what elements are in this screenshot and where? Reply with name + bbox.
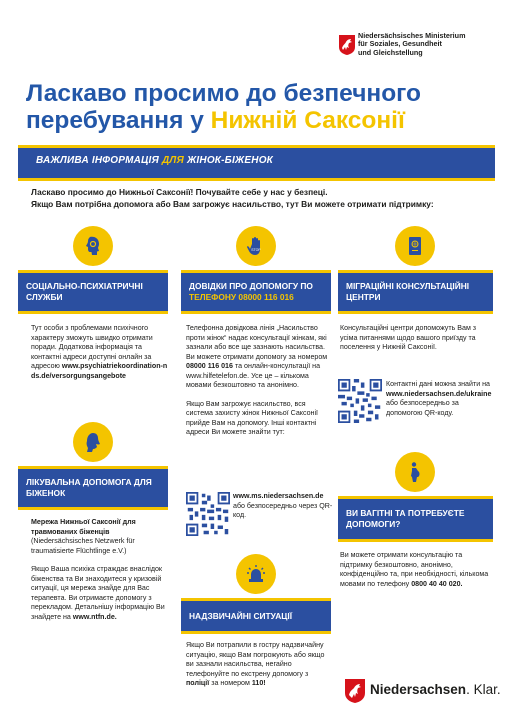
pregnant-card-body: Ви можете отримати консультацію та підтримку безкоштовно, анонімно, конфіденційно та, при необхідності, кількома мовами по телефону 0800 40 40 020. — [340, 551, 489, 588]
ntfn-link[interactable]: www.ntfn.de. — [72, 612, 117, 621]
page-title: Ласкаво просимо до безпечного перебування у Нижній Саксонії — [26, 80, 422, 134]
niedersachsen-ukraine-qr-code[interactable] — [338, 379, 382, 423]
psych-card-heading: СОЦІАЛЬНО-ПСИХІАТРИЧНІ СЛУЖБИ — [18, 273, 168, 311]
emergency-card — [181, 554, 331, 644]
psych-card-body: Тут особи з проблемами психічного характеру зможуть швидко отримати поради. Додаткова інформація та контактні адреси доступні онлайн за адресою www.psychiatriekoordination-nds.de/versorgungsangebote — [31, 324, 168, 380]
treatment-card-heading: ЛІКУВАЛЬНА ДОПОМОГА ДЛЯ БІЖЕНОК — [18, 469, 168, 507]
siren-icon — [236, 554, 276, 594]
niedersachsen-ukraine-link[interactable]: www.niedersachsen.de/ukraine — [386, 389, 492, 398]
migration-card-body: Консультаційні центри допоможуть Вам з усіма питаннями щодо вашого приїзду та поселення у Нижній Саксонії. — [340, 324, 477, 351]
migration-contact: Контактні дані можна знайти на www.niedersachsen.de/ukraine або безпосередньо за допомогою QR-коду. — [386, 380, 492, 417]
emergency-card-heading: НАДЗВИЧАЙНІ СИТУАЦІЇ — [181, 601, 331, 631]
pregnant-icon — [395, 452, 435, 492]
niedersachsen-claim: Niedersachsen. Klar. — [370, 682, 501, 697]
migration-card — [338, 226, 493, 316]
head-icon — [73, 226, 113, 266]
intro-text: Ласкаво просимо до Нижньої Саксонії! Почувайте себе у нас у безпеці. Якщо Вам потрібна допомога або Вам загрожує насильство, тут Ви можете отримати підтримку: — [31, 187, 434, 209]
hotline-card-heading: ДОВІДКИ ПРО ДОПОМОГУ ПО ТЕЛЕФОНУ 08000 116 016 — [181, 273, 331, 311]
ministry-name: Niedersächsisches Ministerium für Soziales, Gesundheit und Gleichstellung — [358, 31, 466, 57]
hotline-card — [181, 226, 331, 316]
banner-text: ВАЖЛИВА ІНФОРМАЦІЯ ДЛЯ ЖІНОК-БІЖЕНОК — [36, 155, 274, 166]
ms-niedersachsen-link[interactable]: www.ms.niedersachsen.de — [233, 492, 324, 500]
svg-text:STOP: STOP — [251, 248, 261, 252]
passport-icon — [395, 226, 435, 266]
ms-niedersachsen-qr-code[interactable] — [186, 492, 230, 536]
migration-card-heading: МІГРАЦІЙНІ КОНСУЛЬТАЦІЙНІ ЦЕНТРИ — [338, 273, 493, 311]
treatment-card — [18, 422, 168, 512]
banner-bottom-stripe — [18, 178, 495, 181]
niedersachsen-horse-logo — [344, 678, 366, 704]
hotline-card-body: Телефонна довідкова лінія „Насильство проти жінок“ надає консультації жінкам, які зазнали або все ще зазнають насильства. Ви можете отримати допомогу за номером 08000 116 016 та онлайн-консультації на www.hilfetelefon.de. Усе це – кількома мовами безкоштовно та анонімно. Якщо Вам загрожує насильство, вся система захисту жінок Нижньої Саксонії прийде Вам на допомогу. Інші контактні адреси Ви можете знайти тут: — [186, 324, 328, 436]
emergency-card-body: Якщо Ви потрапили в гостру надзвичайну ситуацію, якщо Вам погрожують або якщо ви зазнали насильства, негайно телефонуйте по екстрену допомогу з поліції за номером 110! — [186, 641, 325, 687]
hotline-link-block: www.ms.niedersachsen.de або безпосередньо через QR-код. — [233, 492, 333, 519]
lower-saxony-horse-logo — [338, 34, 356, 56]
pregnant-card — [338, 452, 493, 544]
psych-card — [18, 226, 168, 316]
treatment-card-body: Мережа Нижньої Саксонії для травмованих біженців (Niedersächsisches Netzwerk für traumatisierte Flüchtlinge e.V.) Якщо Ваша психіка страждає внаслідок біженства та Ви знаходитеся у кризовій ситуації, ця мережа знайде для Вас терапевта. Ви отримаєте допомогу з перекладом. Детальнішу інформацію Ви знайдете на www.ntfn.de. — [31, 518, 165, 621]
woman-profile-icon — [73, 422, 113, 462]
hilfetelefon-link[interactable]: www.hilfetelefon.de — [186, 371, 248, 380]
stop-hand-icon — [236, 226, 276, 266]
psych-link[interactable]: www.psychiatriekoordination-nds.de/versorgungsangebote — [31, 362, 168, 380]
pregnant-card-heading: ВИ ВАГІТНІ ТА ПОТРЕБУЄТЕ ДОПОМОГИ? — [338, 499, 493, 539]
